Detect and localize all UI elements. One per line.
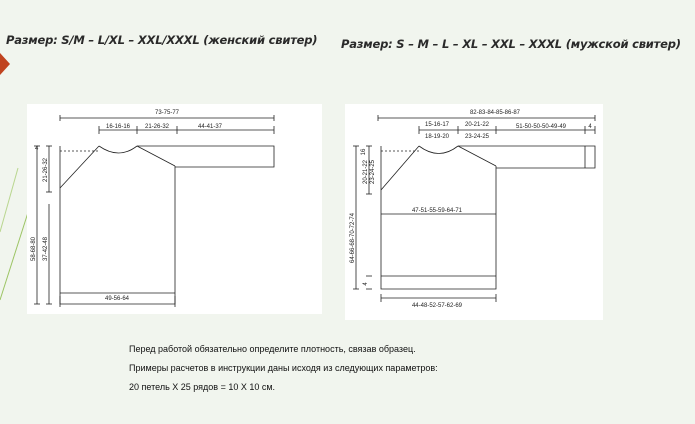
sleeve-length-label: 44-41-37 xyxy=(197,124,223,130)
total-width-label: 73-75-77 xyxy=(154,110,180,116)
neck-width-label: 16-16-16 xyxy=(105,124,131,130)
cuff-label: 4 xyxy=(588,124,592,130)
full-height-label: 64-66-68-70-72-74 xyxy=(350,212,356,264)
raglan-width-label-2: 23-24-25 xyxy=(464,134,490,140)
neck-width-label: 15-16-17 xyxy=(424,122,450,128)
top-band-label: 16 xyxy=(361,148,367,156)
neck-width-label-2: 18-19-20 xyxy=(424,134,450,140)
raglan-height-label-2: 23-24-25 xyxy=(370,159,376,185)
female-size-heading: Размер: S/M – L/XL – XXL/XXXL (женский свитер) xyxy=(6,33,318,47)
bottom-width-label: 49-56-64 xyxy=(104,296,130,302)
full-height-label: 58-68-80 xyxy=(31,236,37,262)
raglan-height-label: 20-21-22 xyxy=(363,159,369,185)
raglan-width-label: 20-21-22 xyxy=(464,122,490,128)
male-size-heading: Размер: S – M – L – XL – XXL – XXXL (мужской свитер) xyxy=(341,37,681,51)
male-schematic xyxy=(345,104,603,320)
accent-triangle xyxy=(0,53,10,75)
chest-width-label: 47-51-55-59-64-71 xyxy=(411,208,463,214)
raglan-height-label: 21-26-32 xyxy=(43,157,49,183)
total-width-label: 82-83-84-85-86-87 xyxy=(469,110,521,116)
bottom-width-label: 44-48-52-57-62-69 xyxy=(411,303,463,309)
decor-line xyxy=(0,168,18,232)
note-line-3: 20 петель X 25 рядов = 10 X 10 см. xyxy=(129,382,276,392)
male-sweater-diagram xyxy=(345,104,603,320)
body-height-label: 37-42-48 xyxy=(43,236,49,262)
note-line-2: Примеры расчетов в инструкции даны исходя из следующих параметров: xyxy=(129,363,438,373)
note-line-1: Перед работой обязательно определите плотность, связав образец. xyxy=(129,344,416,354)
gauge-notes xyxy=(129,340,589,397)
female-schematic xyxy=(27,104,322,314)
top-band-label: 4 xyxy=(35,146,39,152)
bottom-band-label: 4 xyxy=(363,282,369,286)
female-sweater-diagram xyxy=(27,104,322,314)
raglan-width-label: 21-26-32 xyxy=(144,124,170,130)
sleeve-length-label: 51-50-50-50-49-49 xyxy=(515,124,567,130)
